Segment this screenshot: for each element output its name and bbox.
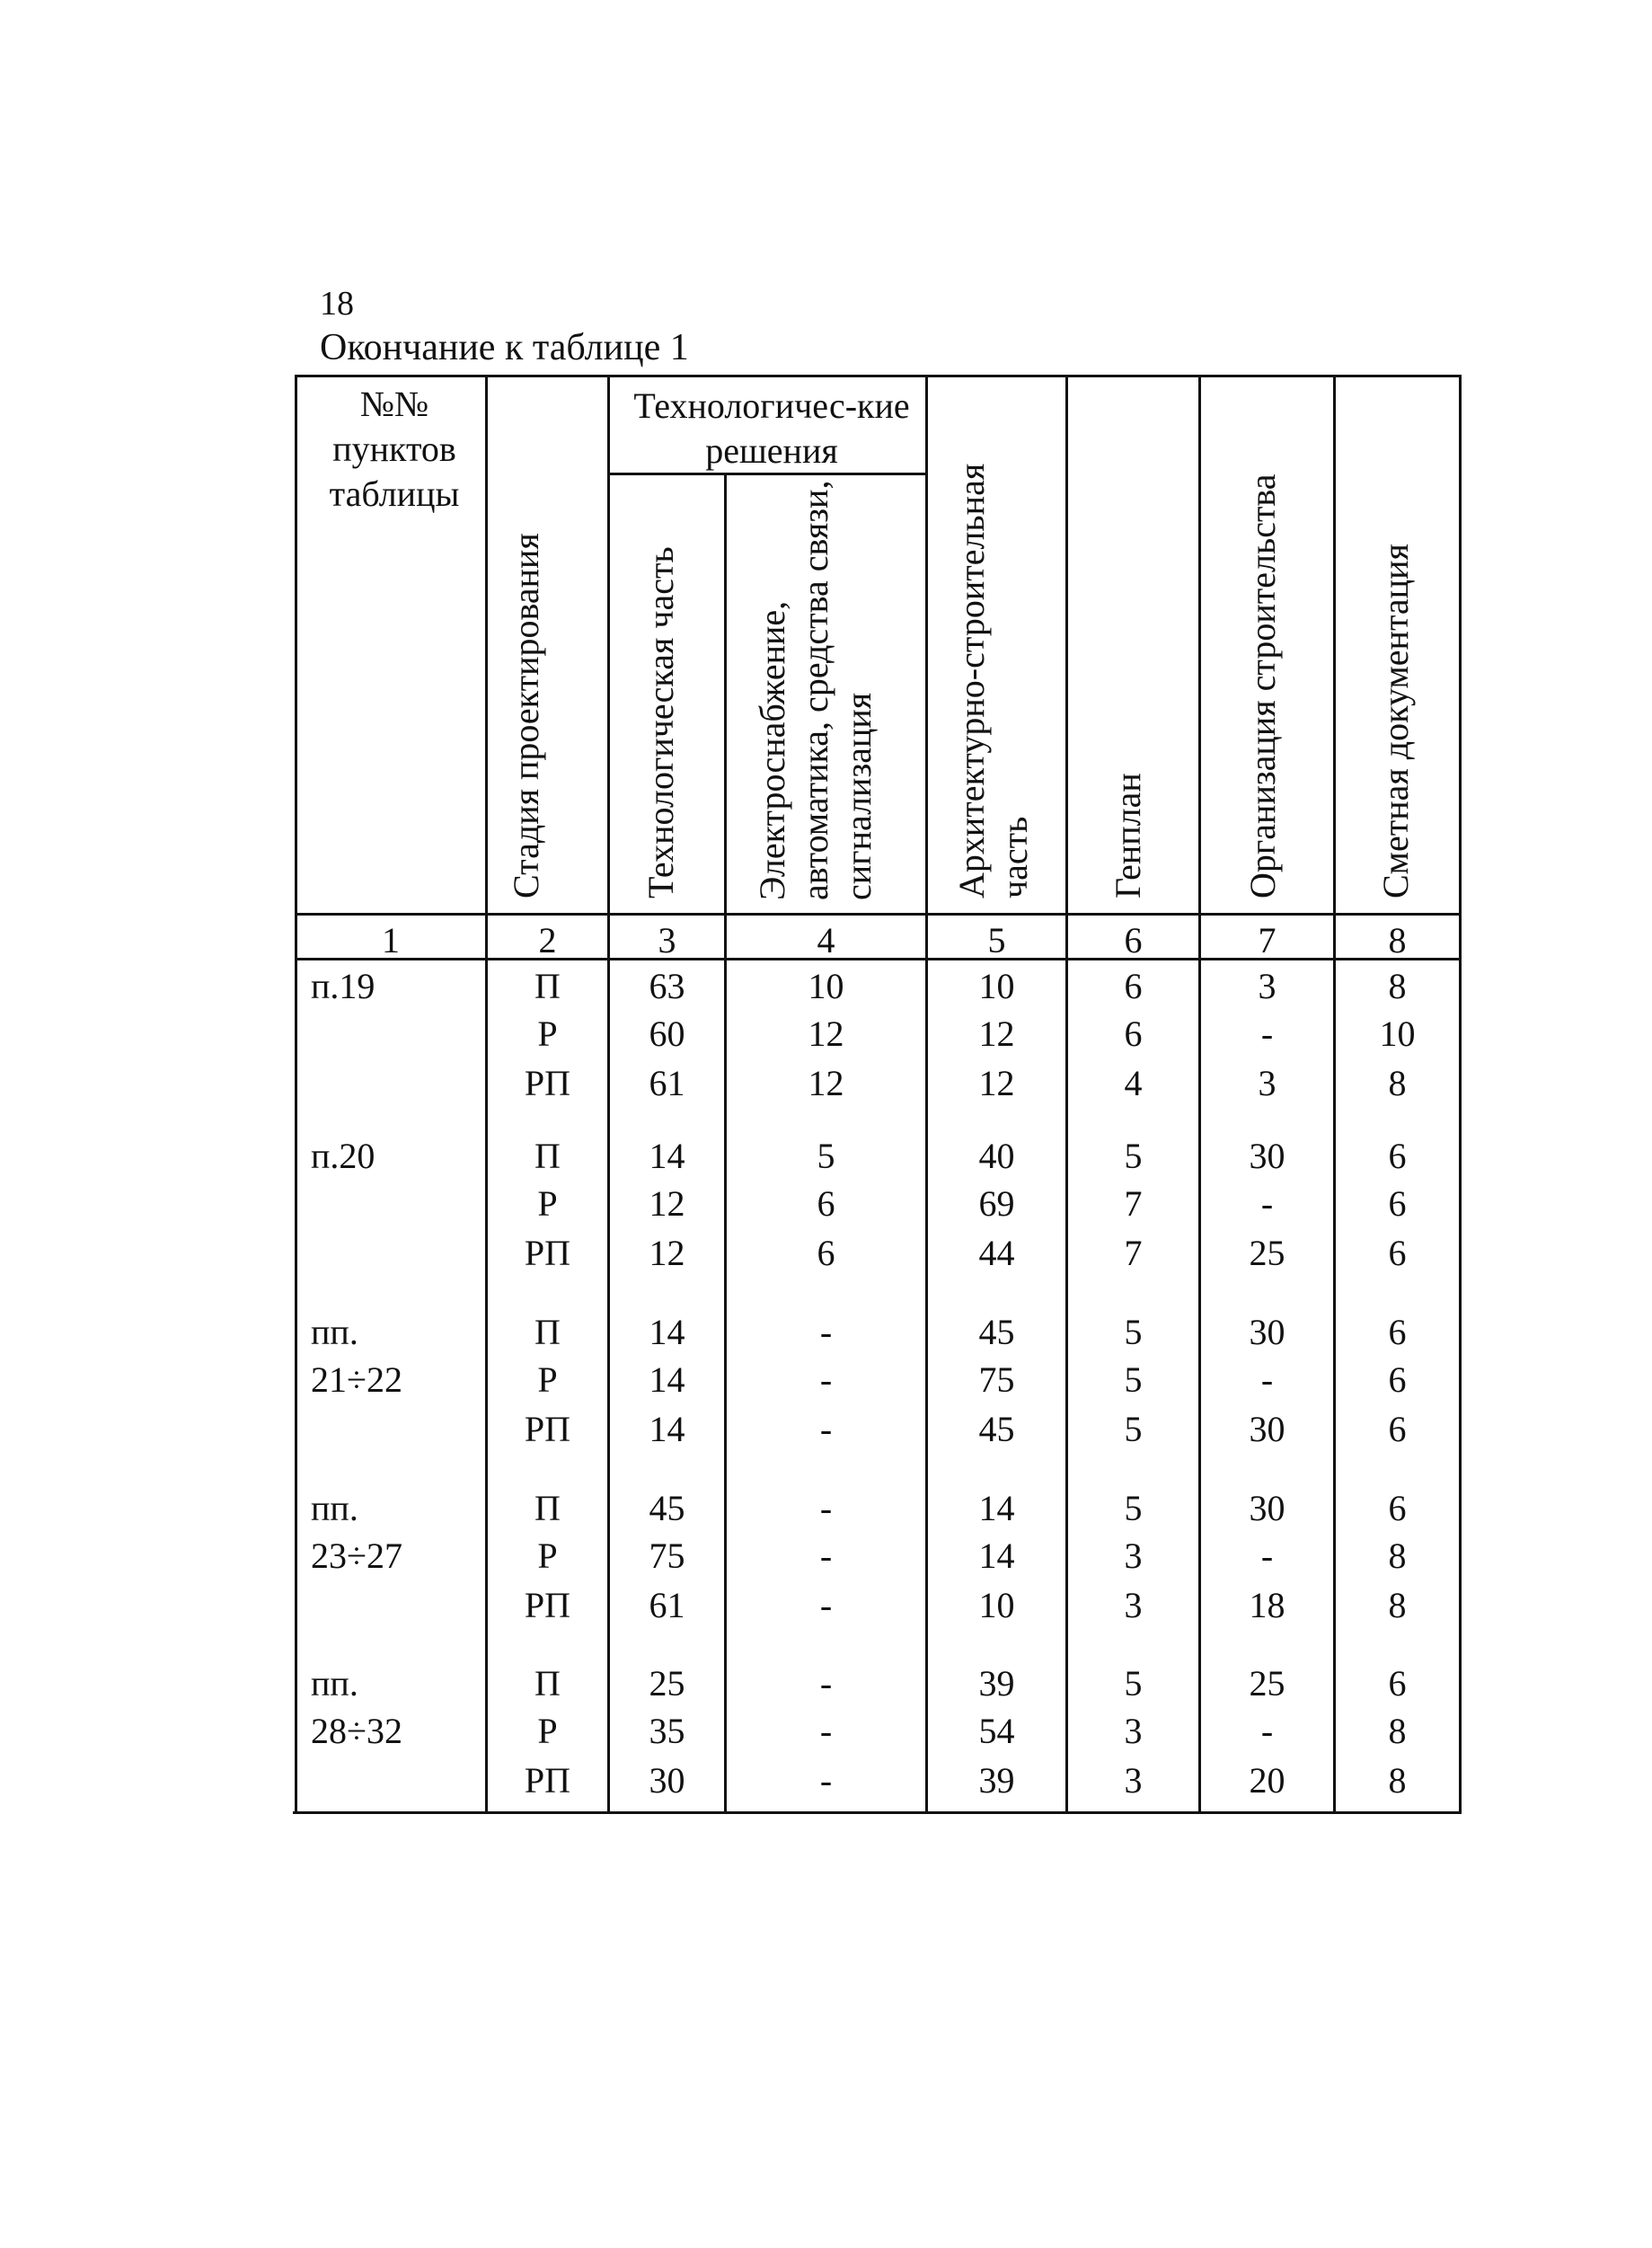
table-cell: 6	[1388, 1409, 1407, 1449]
table-cell: 5	[1124, 1663, 1143, 1704]
table-cell: 44	[978, 1233, 1015, 1273]
header-construction-org: Организация строительства	[1242, 473, 1283, 898]
table-cell: П	[534, 966, 561, 1006]
table-cell: -	[1260, 1013, 1274, 1054]
table-cell: РП	[524, 1233, 571, 1273]
column-number-1: 1	[382, 920, 400, 960]
col-border-0	[295, 375, 297, 1814]
table-cell: 45	[978, 1312, 1015, 1352]
column-number-4: 4	[817, 920, 835, 960]
table-cell: 30	[1249, 1312, 1285, 1352]
table-caption: Окончание к таблице 1	[320, 327, 689, 368]
table-cell: 14	[649, 1312, 685, 1352]
table-bottom-border	[293, 1811, 1461, 1814]
header-electrical: Электроснабжение, автоматика, средства связи, сигнализация	[752, 480, 879, 900]
table-cell: 25	[1249, 1663, 1285, 1704]
table-cell: 63	[649, 966, 685, 1006]
table-cell: 20	[1249, 1760, 1285, 1801]
table-cell: 30	[649, 1760, 685, 1801]
table-cell: 6	[1388, 1233, 1407, 1273]
table-cell: 5	[1124, 1312, 1143, 1352]
table-cell: 10	[1379, 1013, 1416, 1054]
item-label: п.19	[311, 966, 375, 1006]
table-cell: -	[819, 1585, 833, 1625]
table-top-border	[295, 375, 1461, 377]
table-cell: П	[534, 1312, 561, 1352]
table-cell: 39	[978, 1760, 1015, 1801]
table-cell: 45	[649, 1488, 685, 1528]
page-number: 18	[320, 285, 354, 323]
table-cell: -	[819, 1359, 833, 1400]
column-number-6: 6	[1124, 920, 1143, 960]
table-cell: 6	[1388, 1488, 1407, 1528]
table-cell: 12	[649, 1233, 685, 1273]
table-cell: 8	[1388, 1063, 1407, 1103]
table-cell: 4	[1124, 1063, 1143, 1103]
table-cell: 6	[1388, 1359, 1407, 1400]
table-cell: -	[819, 1312, 833, 1352]
header-estimate-docs: Сметная документация	[1375, 544, 1416, 898]
col-border-8	[1459, 375, 1462, 1814]
table-cell: 5	[817, 1136, 835, 1176]
item-label: 23÷27	[311, 1536, 402, 1576]
table-cell: РП	[524, 1409, 571, 1449]
item-label: пп.	[311, 1488, 358, 1528]
table-cell: 45	[978, 1409, 1015, 1449]
table-cell: 39	[978, 1663, 1015, 1704]
table-cell: 5	[1124, 1136, 1143, 1176]
header-tech-solutions: Технологичес-кие решения	[633, 385, 910, 471]
table-cell: 8	[1388, 966, 1407, 1006]
table-cell: 12	[978, 1063, 1015, 1103]
table-cell: 6	[1388, 1183, 1407, 1224]
table-cell: -	[819, 1536, 833, 1576]
table-cell: 6	[1124, 966, 1143, 1006]
table-cell: 3	[1258, 1063, 1277, 1103]
table-cell: -	[819, 1760, 833, 1801]
table-cell: 35	[649, 1711, 685, 1751]
table-cell: 6	[1388, 1663, 1407, 1704]
table-cell: 6	[817, 1183, 835, 1224]
table-cell: 75	[649, 1536, 685, 1576]
column-number-3: 3	[658, 920, 676, 960]
table-cell: 6	[817, 1233, 835, 1273]
table-cell: 40	[978, 1136, 1015, 1176]
table-cell: -	[1260, 1359, 1274, 1400]
table-cell: -	[819, 1488, 833, 1528]
table-cell: 5	[1124, 1359, 1143, 1400]
table-cell: 12	[978, 1013, 1015, 1054]
table-cell: П	[534, 1136, 561, 1176]
column-number-7: 7	[1258, 920, 1277, 960]
table-cell: 18	[1249, 1585, 1285, 1625]
header-tech-part: Технологическая часть	[640, 546, 681, 898]
table-cell: Р	[537, 1013, 558, 1054]
table-cell: 25	[649, 1663, 685, 1704]
table-cell: Р	[537, 1536, 558, 1576]
table-cell: 7	[1124, 1233, 1143, 1273]
item-label: 21÷22	[311, 1359, 402, 1400]
table-cell: Р	[537, 1359, 558, 1400]
column-number-5: 5	[987, 920, 1006, 960]
table-cell: РП	[524, 1063, 571, 1103]
column-number-2: 2	[538, 920, 557, 960]
table-cell: 12	[808, 1063, 844, 1103]
table-cell: 60	[649, 1013, 685, 1054]
table-cell: 8	[1388, 1711, 1407, 1751]
item-label: п.20	[311, 1136, 375, 1176]
table-cell: 61	[649, 1063, 685, 1103]
table-cell: 30	[1249, 1409, 1285, 1449]
table-cell: РП	[524, 1585, 571, 1625]
table-cell: 10	[808, 966, 844, 1006]
table-cell: 10	[978, 966, 1015, 1006]
table-cell: 6	[1388, 1312, 1407, 1352]
header-design-stage: Стадия проектирования	[506, 533, 546, 898]
table-cell: 14	[978, 1536, 1015, 1576]
table-cell: 8	[1388, 1760, 1407, 1801]
table-cell: 61	[649, 1585, 685, 1625]
column-number-8: 8	[1388, 920, 1407, 960]
table-cell: 8	[1388, 1585, 1407, 1625]
header-bottom-border	[295, 913, 1461, 916]
table-cell: 8	[1388, 1536, 1407, 1576]
table-cell: 30	[1249, 1136, 1285, 1176]
header-master-plan: Генплан	[1108, 773, 1148, 898]
table-cell: -	[1260, 1183, 1274, 1224]
table-cell: 5	[1124, 1488, 1143, 1528]
table-cell: П	[534, 1488, 561, 1528]
table-cell: 25	[1249, 1233, 1285, 1273]
table-cell: 14	[978, 1488, 1015, 1528]
table-cell: 69	[978, 1183, 1015, 1224]
table-cell: РП	[524, 1760, 571, 1801]
table-cell: 3	[1124, 1536, 1143, 1576]
item-label: пп.	[311, 1312, 358, 1352]
item-label: пп.	[311, 1663, 358, 1704]
header-architecture: Архитектурно-строительная часть	[951, 463, 1035, 898]
table-cell: -	[1260, 1711, 1274, 1751]
table-cell: 12	[649, 1183, 685, 1224]
table-cell: 10	[978, 1585, 1015, 1625]
table-cell: 5	[1124, 1409, 1143, 1449]
item-label: 28÷32	[311, 1711, 402, 1751]
table-cell: -	[819, 1663, 833, 1704]
table-cell: 3	[1124, 1760, 1143, 1801]
table-cell: 75	[978, 1359, 1015, 1400]
header-item-numbers: №№ пунктов таблицы	[329, 384, 460, 514]
table-cell: -	[1260, 1536, 1274, 1576]
table-cell: 7	[1124, 1183, 1143, 1224]
table-cell: Р	[537, 1711, 558, 1751]
table-cell: 6	[1124, 1013, 1143, 1054]
table-cell: 12	[808, 1013, 844, 1054]
table-cell: -	[819, 1409, 833, 1449]
table-cell: 14	[649, 1409, 685, 1449]
table-cell: 6	[1388, 1136, 1407, 1176]
table-cell: 54	[978, 1711, 1015, 1751]
table-cell: П	[534, 1663, 561, 1704]
table-cell: 3	[1124, 1585, 1143, 1625]
table-cell: 14	[649, 1136, 685, 1176]
table-cell: 14	[649, 1359, 685, 1400]
table-cell: 3	[1258, 966, 1277, 1006]
table-cell: 30	[1249, 1488, 1285, 1528]
table-cell: -	[819, 1711, 833, 1751]
table-cell: Р	[537, 1183, 558, 1224]
table-cell: 3	[1124, 1711, 1143, 1751]
